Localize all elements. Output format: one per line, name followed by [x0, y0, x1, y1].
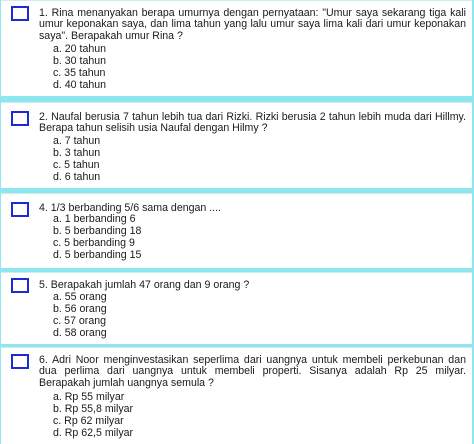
question-card-4 — [1, 193, 472, 268]
question-card-2 — [1, 102, 472, 188]
option-2a: a. 7 tahun — [53, 135, 101, 147]
answer-checkbox-1[interactable] — [11, 6, 29, 21]
question-text-2: 2. Naufal berusia 7 tahun lebih tua dari Rizki. Rizki berusia 2 tahun lebih muda dari Hillmy. Berapa tahun selisih usia Naufal dengan Hilmy ? — [39, 111, 466, 135]
question-text-4: 4. 1/3 berbanding 5/6 sama dengan .... — [39, 202, 221, 214]
option-2b: b. 3 tahun — [53, 147, 101, 159]
answer-checkbox-4[interactable] — [11, 202, 29, 217]
option-2d: d. 6 tahun — [53, 171, 101, 183]
option-6d: d. Rp 62,5 milyar — [53, 427, 134, 439]
option-4a: a. 1 berbanding 6 — [53, 213, 136, 225]
option-4c: c. 5 berbanding 9 — [53, 237, 135, 249]
question-text-6: 6. Adri Noor menginvestasikan seperlima dari uangnya untuk membeli perkebunan dan dua perlima dari uangnya untuk membeli properti. Sisanya adalah Rp 25 milyar. Berapakah jumlah uangnya semula ? — [39, 354, 466, 389]
option-6b: b. Rp 55,8 milyar — [53, 403, 134, 415]
option-5a: a. 55 orang — [53, 291, 107, 303]
option-1a: a. 20 tahun — [53, 43, 107, 55]
option-1d: d. 40 tahun — [53, 79, 107, 91]
option-6a: a. Rp 55 milyar — [53, 391, 125, 403]
question-text-1: 1. Rina menanyakan berapa umurnya dengan pernyataan: "Umur saya sekarang tiga kali umur keponakan saya, dan lima tahun yang lalu umur saya lima kali dari umur keponakan saya". Berapakah umur Rina ? — [39, 7, 466, 42]
option-4d: d. 5 berbanding 15 — [53, 249, 142, 261]
option-2c: c. 5 tahun — [53, 159, 100, 171]
question-card-5 — [1, 272, 472, 344]
answer-checkbox-5[interactable] — [11, 278, 29, 293]
answer-checkbox-2[interactable] — [11, 111, 29, 126]
question-text-5: 5. Berapakah jumlah 47 orang dan 9 orang ? — [39, 279, 250, 291]
option-6c: c. Rp 62 milyar — [53, 415, 124, 427]
option-5c: c. 57 orang — [53, 315, 107, 327]
option-4b: b. 5 berbanding 18 — [53, 225, 142, 237]
option-1b: b. 30 tahun — [53, 55, 107, 67]
question-card-1 — [1, 0, 472, 96]
question-card-6 — [1, 347, 472, 444]
option-5b: b. 56 orang — [53, 303, 107, 315]
option-5d: d. 58 orang — [53, 327, 107, 339]
answer-checkbox-6[interactable] — [11, 354, 29, 369]
option-1c: c. 35 tahun — [53, 67, 106, 79]
